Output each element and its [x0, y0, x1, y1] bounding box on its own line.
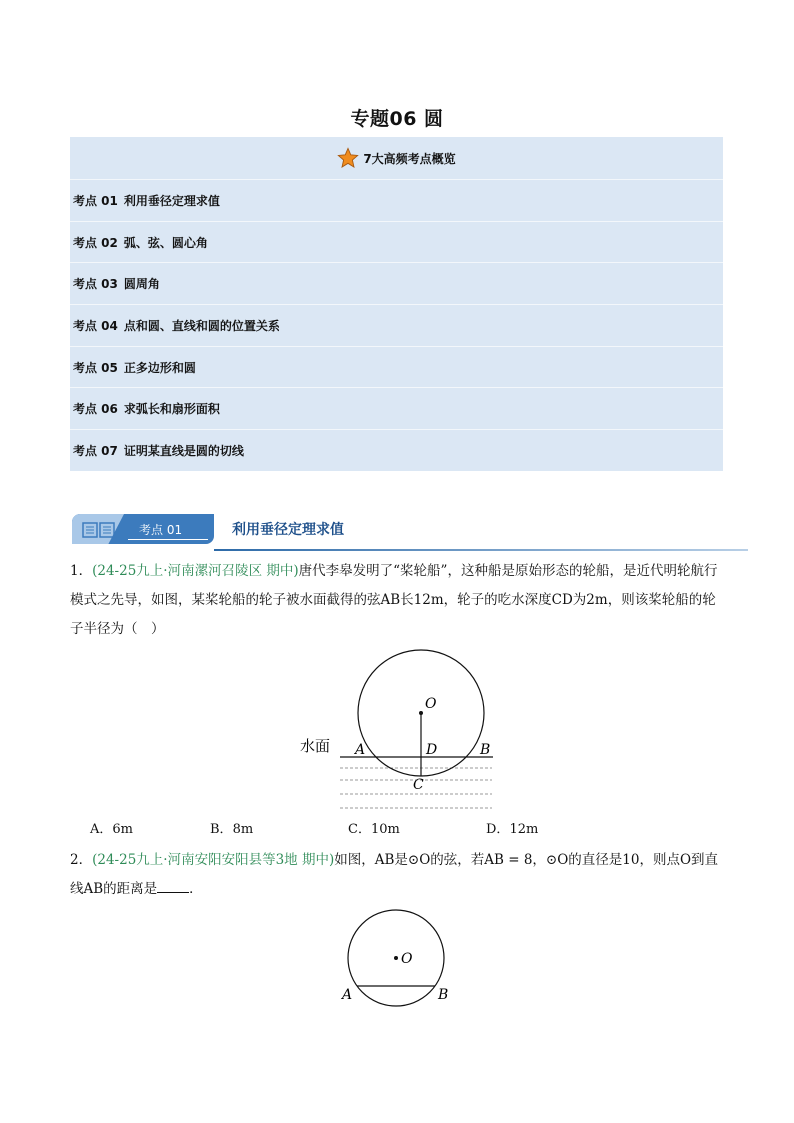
toc-item[interactable] — [70, 430, 723, 471]
star-icon — [337, 147, 359, 169]
label-b: B — [480, 742, 491, 758]
book-icon — [82, 522, 116, 538]
question-source: (24-25九上·河南安阳安阳县等3地 期中) — [92, 852, 335, 868]
label-a: A — [355, 742, 366, 758]
toc-item-code: 考点 06 — [73, 402, 118, 417]
toc-item-code: 考点 01 — [73, 193, 118, 208]
toc-item-text: 正多边形和圆 — [123, 360, 196, 375]
toc-item-code: 考点 02 — [73, 235, 118, 250]
question-number: 2． — [70, 852, 93, 868]
section-header — [72, 511, 752, 553]
overview-heading — [70, 137, 723, 180]
question-number: 1． — [70, 563, 93, 579]
center-point — [394, 956, 398, 960]
label-water: 水面 — [300, 737, 331, 755]
option-b[interactable]: B．8m — [210, 822, 254, 837]
toc-item-code: 考点 07 — [73, 443, 118, 458]
topic-overview-table — [70, 137, 723, 471]
toc-item-code: 考点 05 — [73, 360, 118, 375]
label-a: A — [342, 987, 353, 1003]
page-title: 专题06 圆 — [350, 108, 444, 130]
toc-item-text: 点和圆、直线和圆的位置关系 — [123, 318, 280, 333]
figure-1 — [280, 640, 520, 818]
center-point — [419, 711, 423, 715]
toc-item-code: 考点 03 — [73, 277, 118, 292]
question-source: (24-25九上·河南漯河召陵区 期中) — [92, 563, 299, 579]
label-o: O — [401, 951, 413, 967]
question-text: 唐代李皋发明了“桨轮船”，这种船是原始形态的轮船，是近代明轮航行模式之先导，如图，某桨轮船的轮子被水面截得的弦AB长12m，轮子的吃水深度CD为2m，则该桨轮船的轮子半径为（ ） — [70, 563, 718, 637]
option-a[interactable]: A．6m — [90, 822, 133, 837]
section-badge — [72, 514, 214, 544]
toc-item[interactable] — [70, 388, 723, 430]
section-divider — [214, 549, 748, 551]
toc-item[interactable] — [70, 263, 723, 305]
label-o: O — [425, 696, 437, 712]
toc-item[interactable] — [70, 180, 723, 222]
question-2: 2．(24-25九上·河南安阳安阳县等3地 期中)如图，AB是⊙O的弦，若AB = 8，⊙O的直径是10，则点O到直线AB的距离是 ． — [70, 852, 719, 897]
toc-item[interactable] — [70, 347, 723, 389]
toc-item[interactable] — [70, 222, 723, 264]
toc-item-text: 利用垂径定理求值 — [123, 193, 220, 208]
toc-item-text: 求弧长和扇形面积 — [123, 402, 220, 417]
option-c[interactable]: C．10m — [348, 822, 400, 837]
section-badge-label: 考点 01 — [139, 523, 183, 537]
toc-item-code: 考点 04 — [73, 318, 118, 333]
question-text: 如图，AB是⊙O的弦，若AB = 8，⊙O的直径是10，则点O到直线AB的距离是 — [70, 852, 719, 897]
overview-heading-text: 7大高频考点概览 — [363, 151, 456, 166]
toc-item-text: 证明某直线是圆的切线 — [123, 443, 244, 458]
toc-item-text: 弧、弦、圆心角 — [123, 235, 208, 250]
figure-2 — [330, 908, 470, 1008]
option-d[interactable]: D．12m — [486, 822, 539, 837]
label-b: B — [438, 987, 449, 1003]
toc-item-text: 圆周角 — [123, 277, 160, 292]
label-d: D — [426, 742, 438, 758]
answer-blank[interactable] — [157, 878, 189, 893]
question-1 — [70, 557, 726, 644]
section-title: 利用垂径定理求值 — [232, 522, 344, 538]
label-c: C — [413, 777, 424, 793]
toc-item[interactable] — [70, 305, 723, 347]
